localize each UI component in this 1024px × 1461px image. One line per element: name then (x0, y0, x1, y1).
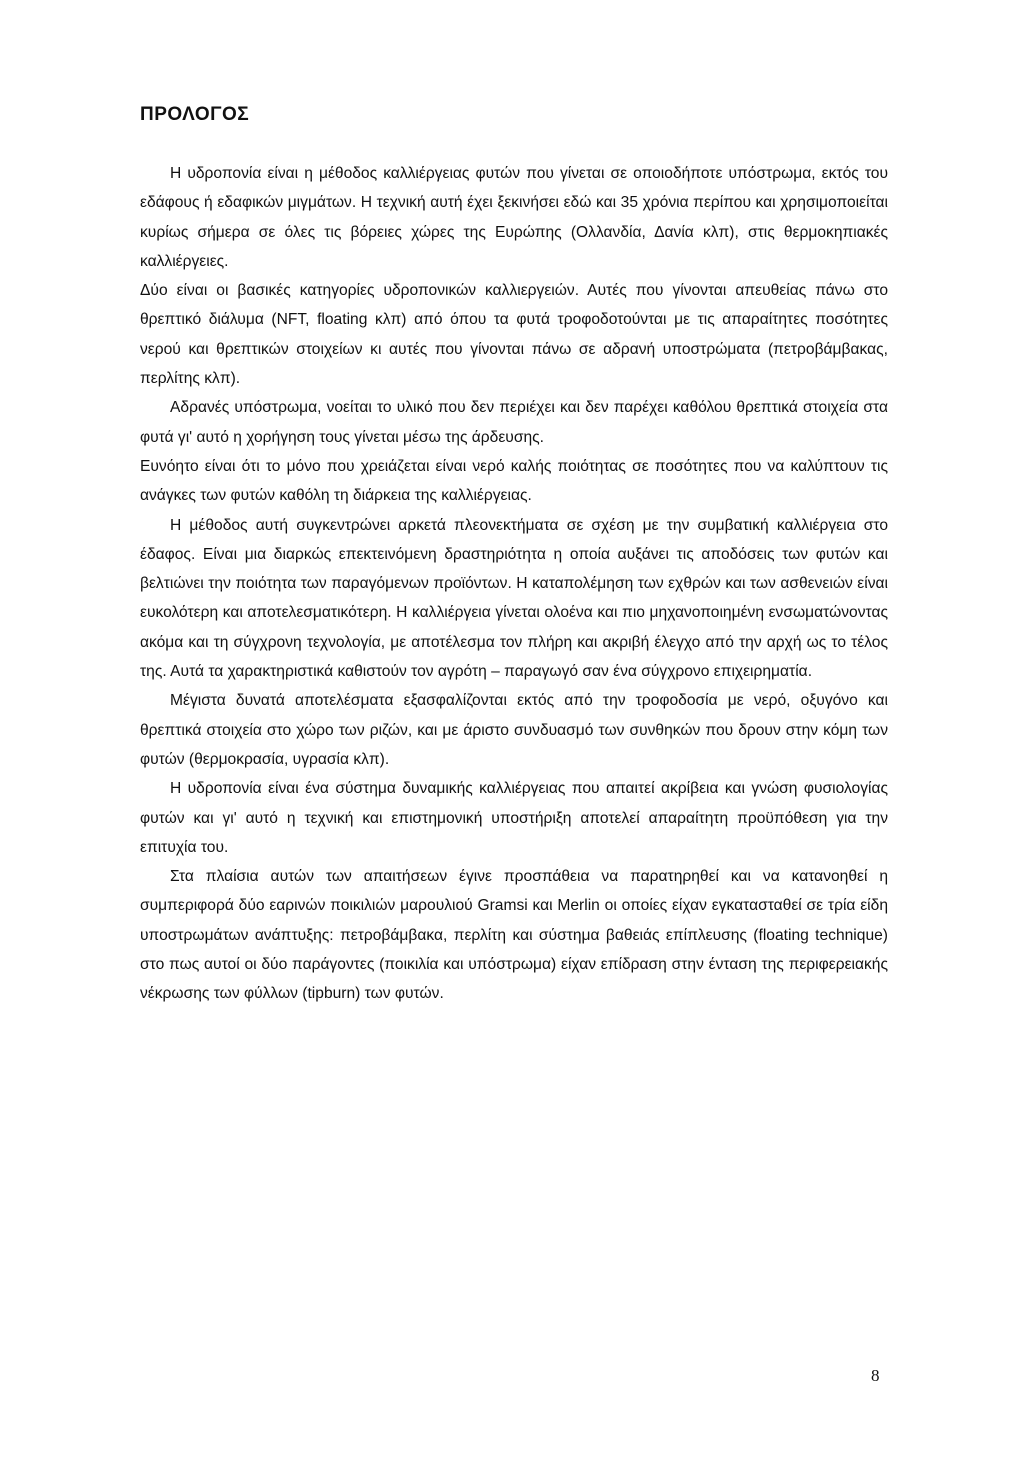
paragraph-4: Ευνόητο είναι ότι το μόνο που χρειάζεται είναι νερό καλής ποιότητας σε ποσότητες που να καλύπτουν τις ανάγκες των φυτών καθόλη τη διάρκεια της καλλιέργειας. (140, 457, 888, 505)
paragraph-2: Δύο είναι οι βασικές κατηγορίες υδροπονικών καλλιεργειών. Αυτές που γίνονται απευθείας πάνω στο θρεπτικό διάλυμα (NFT, floating κλπ) από όπου τα φυτά τροφοδοτούνται με τις απαραίτητες ποσότητες νερού και θρεπτικών στοιχείων κι αυτές που γίνονται πάνω σε αδρανή υποστρώματα (πετροβάμβακας, περλίτης κλπ). (140, 282, 888, 388)
document-body (140, 159, 888, 1009)
page-title: ΠΡΟΛΟΓΟΣ (140, 104, 250, 125)
page-number: 8 (871, 1366, 880, 1385)
paragraph-6: Μέγιστα δυνατά αποτελέσματα εξασφαλίζονται εκτός από την τροφοδοσία με νερό, οξυγόνο και θρεπτικά στοιχεία στο χώρο των ριζών, και με άριστο συνδυασμό των συνθηκών που δρουν στην κόμη των φυτών (θερμοκρασία, υγρασία κλπ). (140, 692, 888, 768)
paragraph-5: Η μέθοδος αυτή συγκεντρώνει αρκετά πλεονεκτήματα σε σχέση με την συμβατική καλλιέργεια στο έδαφος. Είναι μια διαρκώς επεκτεινόμενη δραστηριότητα η οποία αυξάνει τις αποδόσεις των φυτών και βελτιώνει την ποιότητα των παραγόμενων προϊόντων. Η καταπολέμηση των εχθρών και των ασθενειών είναι ευκολότερη και αποτελεσματικότερη. Η καλλιέργεια γίνεται ολοένα και πιο μηχανοποιημένη ενσωματώνοντας ακόμα και τη σύγχρονη τεχνολογία, με αποτέλεσμα τον πλήρη και ακριβή έλεγχο από την αρχή ως το τέλος της. Αυτά τα χαρακτηριστικά καθιστούν τον αγρότη – παραγωγό σαν ένα σύγχρονο επιχειρηματία. (140, 516, 888, 681)
paragraph-3: Αδρανές υπόστρωμα, νοείται το υλικό που δεν περιέχει και δεν παρέχει καθόλου θρεπτικά στοιχεία στα φυτά γι' αυτό η χορήγηση τους γίνεται μέσω της άρδευσης. (140, 399, 888, 446)
paragraph-1: Η υδροπονία είναι η μέθοδος καλλιέργειας φυτών που γίνεται σε οποιοδήποτε υπόστρωμα, εκτός του εδάφους ή εδαφικών μιγμάτων. Η τεχνική αυτή έχει ξεκινήσει εδώ και 35 χρόνια περίπου και χρησιμοποιείται κυρίως σήμερα σε όλες τις βόρειες χώρες της Ευρώπης (Ολλανδία, Δανία κλπ), στις θερμοκηπιακές καλλιέργειες. (140, 165, 888, 270)
paragraph-7: Η υδροπονία είναι ένα σύστημα δυναμικής καλλιέργειας που απαιτεί ακρίβεια και γνώση φυσιολογίας φυτών και γι' αυτό η τεχνική και επιστημονική υποστήριξη αποτελεί απαραίτητη προϋπόθεση για την επιτυχία του. (140, 780, 888, 856)
paragraph-8: Στα πλαίσια αυτών των απαιτήσεων έγινε προσπάθεια να παρατηρηθεί και να κατανοηθεί η συμπεριφορά δύο εαρινών ποικιλιών μαρουλιού Gramsi και Merlin οι οποίες είχαν εγκατασταθεί σε τρία είδη υποστρωμάτων ανάπτυξης: πετροβάμβακα, περλίτη και σύστημα βαθειάς επίπλευσης (floating technique) στο πως αυτοί οι δύο παράγοντες (ποικιλία και υπόστρωμα) είχαν επίδραση στην ένταση της περιφερειακής νέκρωσης των φύλλων (tipburn) των φυτών. (140, 868, 888, 1003)
